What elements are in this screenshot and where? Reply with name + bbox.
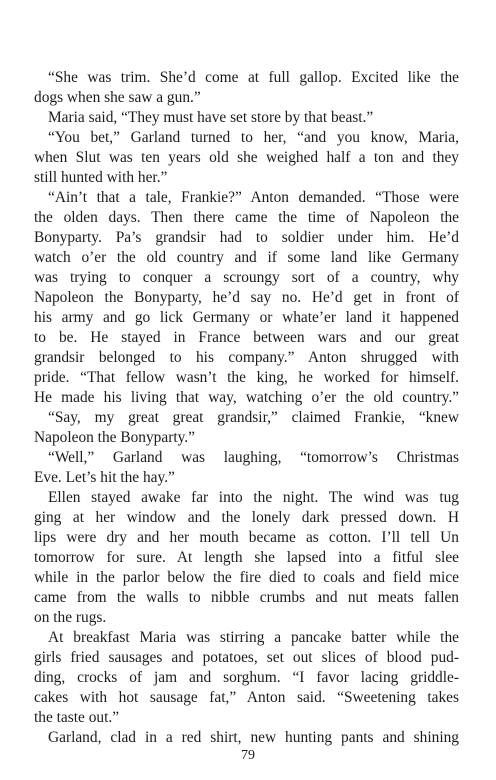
text-line: “Ain’t that a tale, Frankie?” Anton demanded. “Those were [48, 189, 459, 206]
text-line: cakes with hot sausage fat,” Anton said. “Sweetening takes [34, 689, 459, 706]
text-line: Bonyparty. Pa’s grandsir had to soldier under him. He’d [34, 229, 459, 246]
text-line: He made his living that way, watching o’er the old country.” [34, 389, 459, 406]
text-line: “Well,” Garland was laughing, “tomorrow’s Christmas [48, 449, 459, 466]
text-line: “You bet,” Garland turned to her, “and you know, Maria, [48, 129, 459, 146]
text-line: lips were dry and her mouth became as cotton. I’ll tell Un [34, 529, 459, 546]
text-line: when Slut was ten years old she weighed half a ton and they [34, 149, 459, 166]
text-line: Ellen stayed awake far into the night. The wind was tug [48, 489, 459, 506]
text-line: watch o’er the old country and if some land like Germany [34, 249, 459, 266]
text-line: to be. He stayed in France between wars and our great [34, 329, 459, 346]
text-block-main [34, 68, 459, 628]
text-line: ding, crocks of jam and sorghum. “I favor lacing griddle- [34, 669, 459, 686]
text-line: while in the parlor below the fire died to coals and field mice [34, 569, 459, 586]
text-block-breakfast [34, 628, 459, 748]
text-line: his army and go lick Germany or whate’er land it happened [34, 309, 459, 326]
text-line: Napoleon the Bonyparty, he’d say no. He’d get in front of [34, 289, 459, 306]
text-line: “She was trim. She’d come at full gallop. Excited like the [48, 69, 459, 86]
text-line: still hunted with her.” [34, 169, 168, 186]
text-line: Garland, clad in a red shirt, new hunting pants and shining [48, 729, 459, 746]
text-line: At breakfast Maria was stirring a pancake batter while the [48, 629, 459, 646]
text-line: grandsir belonged to his company.” Anton shrugged with [34, 349, 459, 366]
text-line: girls fried sausages and potatoes, set out slices of blood pud- [34, 649, 459, 666]
text-line: pride. “That fellow wasn’t the king, he worked for himself. [34, 369, 459, 386]
text-line: Napoleon the Bonyparty.” [34, 429, 195, 446]
text-line: the olden days. Then there came the time of Napoleon the [34, 209, 459, 226]
text-line: the taste out.” [34, 709, 120, 726]
text-line: tomorrow for sure. At length she lapsed into a fitful slee [34, 549, 459, 566]
text-line: “Say, my great great grandsir,” claimed Frankie, “knew [48, 409, 459, 426]
text-line: Eve. Let’s hit the hay.” [34, 469, 175, 486]
text-line: was trying to conquer a scroungy sort of a country, why [34, 269, 459, 286]
text-line: dogs when she saw a gun.” [34, 89, 201, 106]
text-line: ging at her window and the lonely dark pressed down. H [34, 509, 459, 526]
text-line: on the rugs. [34, 609, 107, 626]
page-number: 79 [241, 748, 255, 763]
text-line: came from the walls to nibble crumbs and nut meats fallen [34, 589, 459, 606]
text-line: Maria said, “They must have set store by that beast.” [48, 109, 374, 126]
